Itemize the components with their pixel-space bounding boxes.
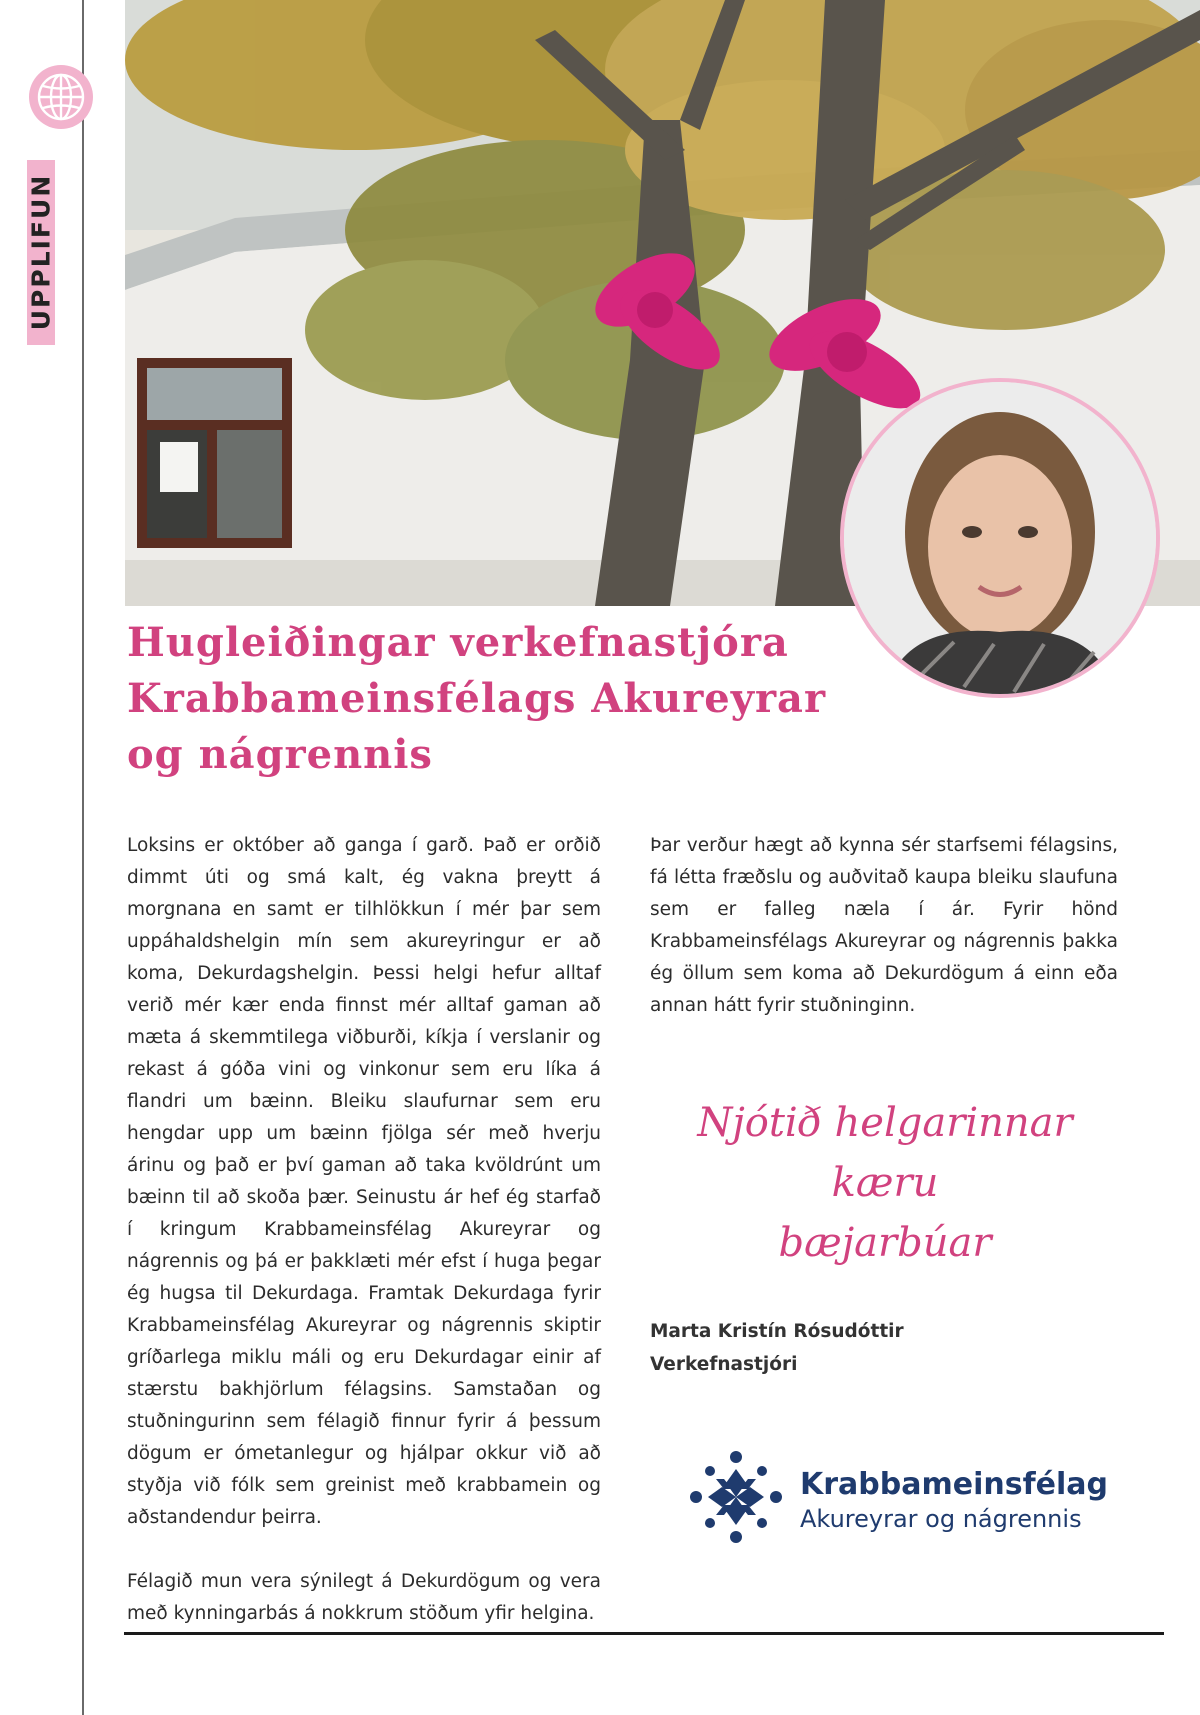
author-name: Marta Kristín Rósudóttir xyxy=(650,1321,904,1342)
body-column-right xyxy=(650,830,1118,1022)
article-title xyxy=(127,615,917,783)
author-signature xyxy=(650,1315,904,1381)
body-column-left xyxy=(127,830,601,1630)
footer-rule xyxy=(124,1632,1164,1635)
globe-icon xyxy=(27,63,95,131)
organization-logo xyxy=(688,1449,1108,1549)
greeting-line-2: bæjarbúar xyxy=(778,1220,992,1266)
logo-subtitle: Akureyrar og nágrennis xyxy=(800,1505,1082,1533)
margin-rule xyxy=(82,0,84,1715)
logo-mark-icon xyxy=(688,1449,784,1545)
closing-greeting xyxy=(640,1093,1130,1273)
greeting-line-1: Njótið helgarinnar kæru xyxy=(697,1100,1073,1206)
title-line-3: og nágrennis xyxy=(127,731,433,778)
logo-name: Krabbameinsfélag xyxy=(800,1467,1108,1502)
body-paragraph-2: Félagið mun vera sýnilegt á Dekurdögum og vera með kynningarbás á nokkrum stöðum yfir helgina. xyxy=(127,1571,601,1624)
body-paragraph-1: Loksins er október að ganga í garð. Það er orðið dimmt úti og smá kalt, ég vakna þreytt á morgnana en samt er tilhlökkun í mér þar sem uppáhaldshelgin mín sem akureyringur er að koma, Dekurdagshelgin. Þessi helgi hefur alltaf verið mér kær enda finnst mér alltaf gaman að mæta á skemmtilega viðburði, kíkja í verslanir og rekast á góða vini og vinkonur sem eru líka á flandri um bæinn. Bleiku slaufurnar sem eru hengdar upp um bæinn fjölga sér með hverju árinu og það er því gaman að taka kvöldrúnt um bæinn til að skoða þær. Seinustu ár hef ég starfað í kringum Krabbameinsfélag Akureyrar og nágrennis og þá er þakklæti mér efst í huga þegar ég hugsa til Dekurdaga. Framtak Dekurdaga fyrir Krabbameinsfélag Akureyrar og nágrennis skiptir gríðarlega miklu máli og eru Dekurdagar einir af stærstu bakhjörlum félagsins. Samstaðan og stuðningurinn sem félagið finnur fyrir á þessum dögum er ómetanlegur og hjálpar okkur við að styðja við fólk sem greinist með krabbamein og aðstandendur þeirra. xyxy=(127,835,601,1528)
author-role: Verkefnastjóri xyxy=(650,1354,798,1375)
body-paragraph-3: Þar verður hægt að kynna sér starfsemi félagsins, fá létta fræðslu og auðvitað kaupa bleiku slaufuna sem er falleg næla í ár. Fyrir hönd Krabbameinsfélags Akureyrar og nágrennis þakka ég öllum sem koma að Dekurdögum á einn eða annan hátt fyrir stuðninginn. xyxy=(650,835,1118,1016)
title-line-1: Hugleiðingar verkefnastjóra xyxy=(127,619,789,666)
title-line-2: Krabbameinsfélags Akureyrar xyxy=(127,675,827,722)
section-label: UPPLIFUN xyxy=(26,173,56,331)
